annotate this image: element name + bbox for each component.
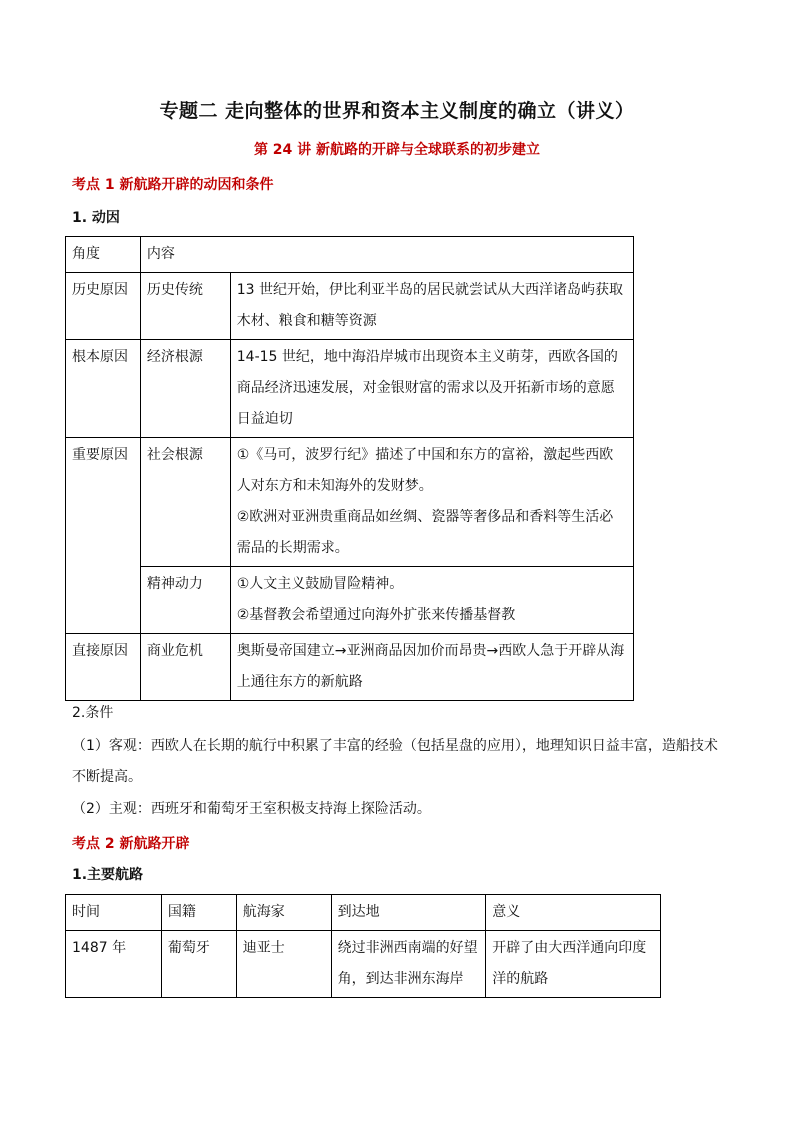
- navigator-cell: 迪亚士: [236, 931, 331, 998]
- routes-heading: 1.主要航路: [72, 867, 144, 883]
- angle-cell: 直接原因: [66, 634, 141, 701]
- content-cell: 13 世纪开始，伊比利亚半岛的居民就尝试从大西洋诸岛屿获取木材、粮食和糖等资源: [230, 273, 633, 340]
- header-navigator: 航海家: [236, 895, 331, 931]
- section1-heading: 考点 1 新航路开辟的动因和条件: [72, 177, 274, 193]
- section2-heading: 考点 2 新航路开辟: [72, 836, 190, 852]
- time-cell: 1487 年: [66, 931, 162, 998]
- motives-table: [65, 236, 634, 701]
- table-row: [66, 567, 634, 634]
- condition-subjective: （2）主观：西班牙和葡萄牙王室积极支持海上探险活动。: [72, 801, 431, 817]
- condition-objective: （1）客观：西欧人在长期的航行中积累了丰富的经验（包括星盘的应用），地理知识日益丰富，造船技术不断提高。: [72, 738, 718, 785]
- content-cell: [230, 567, 633, 634]
- document-title: 专题二 走向整体的世界和资本主义制度的确立（讲义）: [159, 100, 635, 122]
- header-nationality: 国籍: [161, 895, 236, 931]
- table-row: [66, 340, 634, 438]
- content-line: ②欧洲对亚洲贵重商品如丝绸、瓷器等奢侈品和香料等生活必需品的长期需求。: [236, 509, 614, 556]
- lecture-subtitle: 第 24 讲 新航路的开辟与全球联系的初步建立: [253, 142, 541, 158]
- type-cell: 商业危机: [140, 634, 230, 701]
- type-cell: 历史传统: [140, 273, 230, 340]
- header-destination: 到达地: [331, 895, 486, 931]
- conditions-heading: 2.条件: [72, 705, 114, 721]
- table-row: [66, 273, 634, 340]
- content-cell: [230, 438, 633, 567]
- table-header-row: [66, 895, 661, 931]
- angle-cell: 重要原因: [66, 438, 141, 634]
- type-cell: 经济根源: [140, 340, 230, 438]
- content-cell: 14-15 世纪，地中海沿岸城市出现资本主义萌芽，西欧各国的商品经济迅速发展，对金银财富的需求以及开拓新市场的意愿日益迫切: [230, 340, 633, 438]
- nationality-cell: 葡萄牙: [161, 931, 236, 998]
- type-cell: 社会根源: [140, 438, 230, 567]
- header-time: 时间: [66, 895, 162, 931]
- angle-cell: 根本原因: [66, 340, 141, 438]
- header-angle: 角度: [66, 237, 141, 273]
- table-row: [66, 438, 634, 567]
- destination-cell: 绕过非洲西南端的好望角，到达非洲东海岸: [331, 931, 486, 998]
- content-line: ①《马可，波罗行纪》描述了中国和东方的富裕，激起些西欧人对东方和未知海外的发财梦。: [236, 447, 614, 494]
- table-header-row: [66, 237, 634, 273]
- content-line: ②基督教会希望通过向海外扩张来传播基督教: [236, 607, 516, 623]
- content-cell: 奥斯曼帝国建立→亚洲商品因加价而昂贵→西欧人急于开辟从海上通往东方的新航路: [230, 634, 633, 701]
- table-row: [66, 931, 661, 998]
- header-content: 内容: [140, 237, 633, 273]
- routes-table: [65, 894, 661, 998]
- angle-cell: 历史原因: [66, 273, 141, 340]
- content-line: ①人文主义鼓励冒险精神。: [236, 576, 404, 592]
- header-significance: 意义: [486, 895, 661, 931]
- motives-heading: 1. 动因: [72, 210, 120, 226]
- significance-cell: 开辟了由大西洋通向印度洋的航路: [486, 931, 661, 998]
- type-cell: 精神动力: [140, 567, 230, 634]
- table-row: [66, 634, 634, 701]
